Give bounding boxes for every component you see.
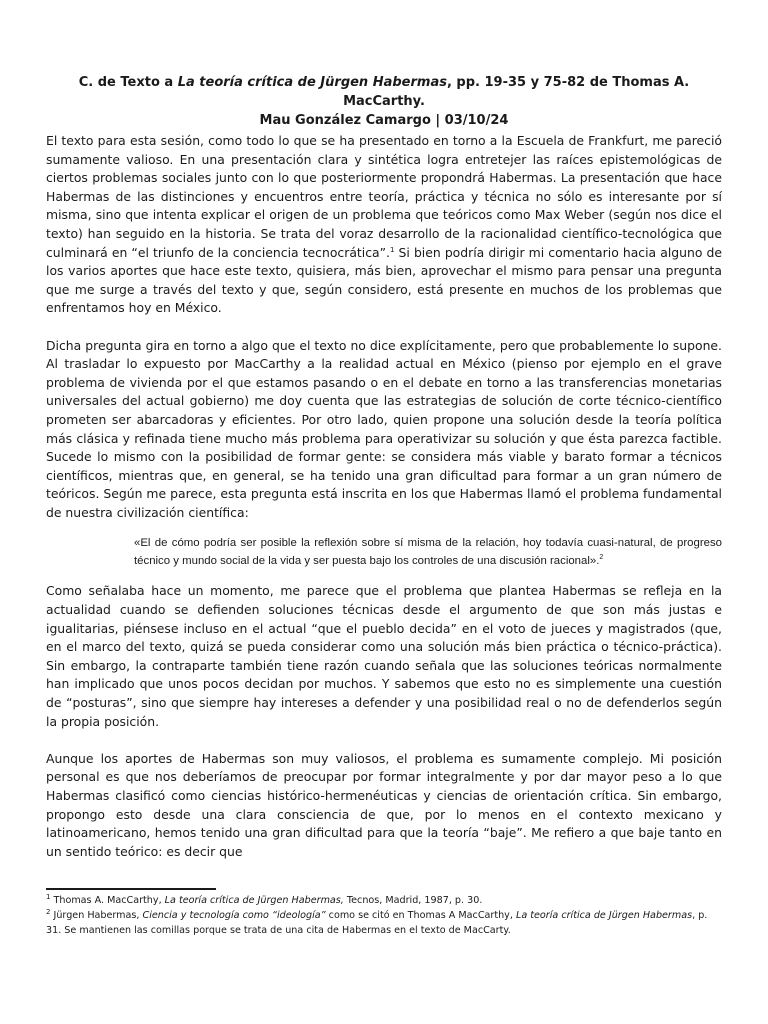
paragraph-2: Dicha pregunta gira en torno a algo que el texto no dice explícitamente, pero que probablemente lo supone. Al trasladar lo expuesto por MacCarthy a la realidad actual en México (pienso por ejemplo en el grave problema de vivienda por el que estamos pasando o en el debate en torno a las transferencias monetarias universales del actual gobierno) me doy cuenta que las estrategias de solución de corte técnico-científico prometen ser abarcadoras y eficientes. Por otro lado, quien propone una solución desde la teoría política más clásica y refinada tiene mucho más problema para operativizar su solución y que ésta parezca factible. Sucede lo mismo con la posibilidad de formar gente: se considera más viable y barato formar a técnicos científicos, mientras que, en general, se ha tenido una gran dificultad para formar a un gran número de teóricos. Según me parece, esta pregunta está inscrita en los que Habermas llamó el problema fundamental de nuestra civilización científica:	[46, 337, 722, 520]
block-quote	[134, 534, 722, 570]
header-title-prefix: C. de Texto a	[78, 75, 178, 90]
footnote-2-title-1: Ciencia y tecnología como “ideología”	[142, 910, 326, 921]
footnote-ref-2[interactable]: 2	[599, 554, 604, 562]
footnote-1-text-a: Thomas A. MacCarthy,	[50, 895, 165, 906]
header-book-title: La teoría crítica de Jürgen Habermas	[177, 75, 447, 90]
document-body	[46, 132, 722, 880]
footnote-2-text-a: Jürgen Habermas,	[50, 910, 143, 921]
header-title-line	[46, 73, 722, 111]
paragraph-1	[46, 132, 722, 318]
paragraph-3: Como señalaba hace un momento, me parece que el problema que plantea Habermas se refleja en la actualidad cuando se defienden soluciones técnicas desde el argumento de que son más justas e igualitarias, piénsese incluso en el actual “que el pueblo decida” en el voto de jueces y magistrados (que, en el marco del texto, quizá se pueda considerar como una solución más bien práctica o técnico-práctica). Sin embargo, la contraparte también tiene razón cuando señala que las soluciones teóricas normalmente han implicado que unos pocos decidan por muchos. Y sabemos que esto no es simplemente una cuestión de “posturas”, sino que siempre hay intereses a defender y una posibilidad real o no de defenderlos según la propia posición.	[46, 583, 722, 729]
footnote-1-number: 1	[46, 892, 51, 901]
footnote-2-title-2: La teoría crítica de Jürgen Habermas	[515, 910, 693, 921]
footnote-1-title: La teoría crítica de Jürgen Habermas,	[164, 895, 344, 906]
footnote-1	[46, 893, 722, 908]
header-title-suffix: , pp. 19-35 y 75-82 de Thomas A. MacCarthy.	[343, 75, 690, 109]
footnotes	[46, 893, 722, 938]
block-quote-text: «El de cómo podría ser posible la reflexión sobre sí misma de la relación, hoy todavía cuasi-natural, de progreso técnico y mundo social de la vida y ser puesta bajo los controles de una discusión racional».	[134, 537, 722, 568]
footnote-2-text-c: , p. 31. Se mantienen las comillas porque se trata de una cita de Habermas en el texto de MacCarty.	[46, 910, 708, 936]
footnote-2-text-b: como se citó en Thomas A MacCarthy,	[325, 910, 516, 921]
paragraph-1-part-a: El texto para esta sesión, como todo lo que se ha presentado en torno a la Escuela de Frankfurt, me pareció sumamente valioso. En una presentación clara y sintética logra entretejer las raíces epistemológicas de ciertos problemas sociales junto con lo que posteriormente propondrá Habermas. La presentación que hace Habermas de las distinciones y encuentros entre teoría, práctica y técnica no sólo es interesante por sí misma, sino que intenta explicar el origen de un problema que teóricos como Max Weber (según nos dice el texto) han seguido en la historia. Se trata del voraz desarrollo de la racionalidad científico-tecnológica que culminará en “el triunfo de la conciencia tecnocrática”.	[46, 133, 722, 260]
header-author-date: Mau González Camargo | 03/10/24	[259, 113, 509, 128]
footnote-ref-1[interactable]: 1	[390, 245, 395, 254]
paragraph-4: Aunque los aportes de Habermas son muy valiosos, el problema es sumamente complejo. Mi posición personal es que nos deberíamos de preocupar por formar integralmente y por dar mayor peso a lo que Habermas clasificó como ciencias histórico-hermenéuticas y ciencias de orientación crítica. Sin embargo, propongo esto desde una clara consciencia de que, por lo menos en el contexto mexicano y latinoamericano, hemos tenido una gran dificultad para que la teoría “baje”. Me refiero a que baje tanto en un sentido teórico: es decir que	[46, 750, 722, 859]
paragraph-1-part-b: Si bien podría dirigir mi comentario hacia alguno de los varios aportes que hace este texto, quisiera, más bien, aprovechar el mismo para pensar una pregunta que me surge a través del texto y que, según considero, está presente en muchos de los problemas que enfrentamos hoy en México.	[46, 244, 722, 316]
footnote-2	[46, 908, 722, 938]
footnote-1-text-b: Tecnos, Madrid, 1987, p. 30.	[343, 895, 483, 906]
document-header	[46, 73, 722, 130]
footnote-separator	[46, 888, 216, 890]
footnote-2-number: 2	[46, 907, 51, 916]
